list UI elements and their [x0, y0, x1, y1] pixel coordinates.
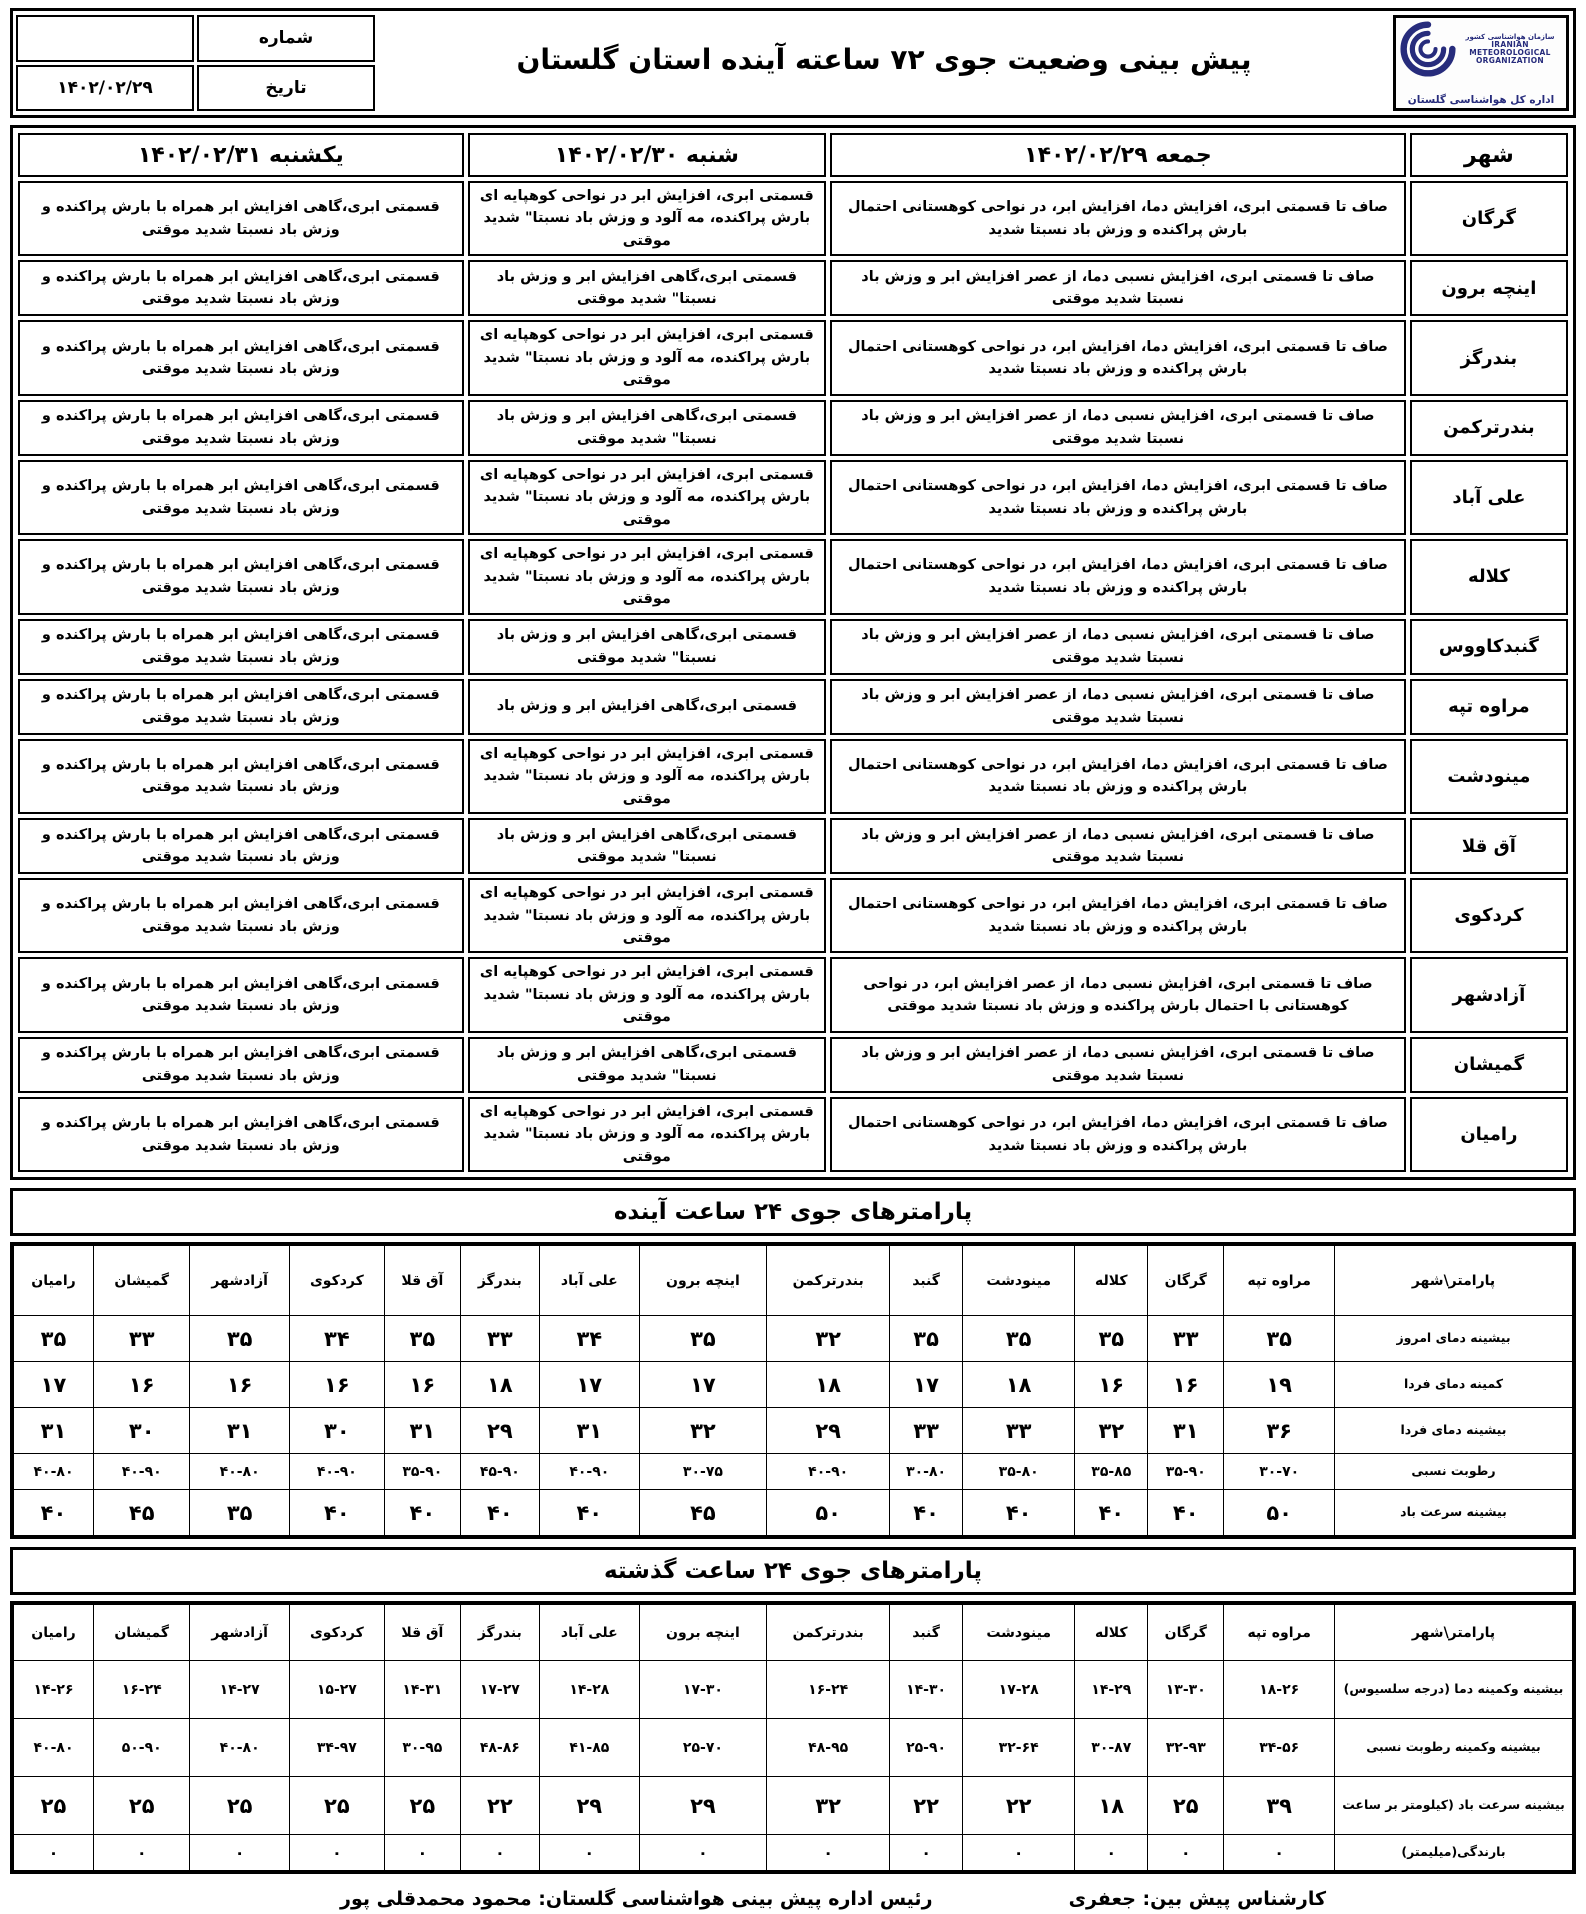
params-value: ۳۵	[384, 1316, 460, 1362]
params-value: ۳۳	[1148, 1316, 1224, 1362]
params-value: ۳۲	[767, 1316, 890, 1362]
params-value: ۱۴-۳۰	[890, 1661, 963, 1719]
forecast-row	[18, 878, 1568, 953]
params-future-container	[10, 1242, 1576, 1539]
forecast-saturday-text: قسمتی ابری،گاهی افزایش ابر و وزش باد نسبتا" شدید موقتی	[468, 400, 826, 456]
params-value: ۱۷	[539, 1362, 639, 1408]
params-row	[14, 1719, 1573, 1777]
forecast-saturday-text: قسمتی ابری، افزایش ابر در نواحی کوهپایه ای بارش پراکنده، مه آلود و وزش باد نسبتا" شدید موقتی	[468, 181, 826, 256]
forecast-friday-text: صاف تا قسمتی ابری، افزایش دما، افزایش ابر، در نواحی کوهستانی احتمال بارش پراکنده و وزش باد نسبتا شدید	[830, 539, 1406, 614]
head-signature: رئیس اداره پیش بینی هواشناسی گلستان: محمود محمدقلی پور	[340, 1888, 933, 1911]
saturday-column-header: شنبه ۱۴۰۲/۰۲/۳۰	[468, 133, 826, 177]
params-city-header: رامیان	[14, 1246, 94, 1316]
params-row	[14, 1408, 1573, 1454]
params-value: ۳۹	[1224, 1777, 1335, 1835]
params-value: ۰	[962, 1835, 1075, 1871]
forecast-table-body	[18, 181, 1568, 1172]
params-row	[14, 1777, 1573, 1835]
params-value: ۳۰	[94, 1408, 190, 1454]
forecast-saturday-text: قسمتی ابری، افزایش ابر در نواحی کوهپایه ای بارش پراکنده، مه آلود و وزش باد نسبتا" شدید موقتی	[468, 320, 826, 395]
params-value: ۰	[539, 1835, 639, 1871]
params-city-header: کردکوی	[289, 1605, 384, 1661]
city-name: مینودشت	[1410, 739, 1568, 814]
params-value: ۲۵-۹۰	[890, 1719, 963, 1777]
signature-row	[10, 1884, 1576, 1910]
params-value: ۳۵-۸۰	[962, 1454, 1075, 1490]
params-value: ۲۵	[384, 1777, 460, 1835]
params-value: ۴۰-۹۰	[767, 1454, 890, 1490]
params-city-header: گنبد	[890, 1246, 963, 1316]
forecast-row	[18, 1037, 1568, 1093]
forecast-friday-text: صاف تا قسمتی ابری، افزایش دما، افزایش ابر، در نواحی کوهستانی احتمال بارش پراکنده و وزش باد نسبتا شدید	[830, 739, 1406, 814]
params-value: ۴۸-۸۶	[460, 1719, 539, 1777]
params-past-head	[14, 1605, 1573, 1661]
params-value: ۲۵	[94, 1777, 190, 1835]
forecast-friday-text: صاف تا قسمتی ابری، افزایش نسبی دما، از عصر افزایش ابر و وزش باد نسبتا شدید موقتی	[830, 619, 1406, 675]
params-value: ۴۰-۹۰	[94, 1454, 190, 1490]
params-value: ۴۱-۸۵	[539, 1719, 639, 1777]
params-row-label: بیشینه وکمینه دما (درجه سلسیوس)	[1335, 1661, 1573, 1719]
params-value: ۰	[767, 1835, 890, 1871]
params-value: ۴۰	[460, 1490, 539, 1536]
params-value: ۴۰-۹۰	[289, 1454, 384, 1490]
params-city-header: آزادشهر	[190, 1246, 289, 1316]
city-name: کردکوی	[1410, 878, 1568, 953]
params-row	[14, 1835, 1573, 1871]
logo-office-name: اداره کل هواشناسی گلستان	[1407, 94, 1555, 106]
params-value: ۱۴-۲۷	[190, 1661, 289, 1719]
params-value: ۳۳	[460, 1316, 539, 1362]
city-name: گنبدکاووس	[1410, 619, 1568, 675]
city-name: بندرگز	[1410, 320, 1568, 395]
forecast-friday-text: صاف تا قسمتی ابری، افزایش نسبی دما، از عصر افزایش ابر و وزش باد نسبتا شدید موقتی	[830, 400, 1406, 456]
params-value: ۴۵	[639, 1490, 766, 1536]
params-value: ۳۲	[639, 1408, 766, 1454]
params-future-body	[14, 1316, 1573, 1536]
params-row-label: بیشینه وکمینه رطوبت نسبی	[1335, 1719, 1573, 1777]
params-value: ۵۰	[1224, 1490, 1335, 1536]
params-value: ۰	[1148, 1835, 1224, 1871]
params-value: ۳۴-۹۷	[289, 1719, 384, 1777]
params-value: ۳۶	[1224, 1408, 1335, 1454]
sunday-column-header: یکشنبه ۱۴۰۲/۰۲/۳۱	[18, 133, 464, 177]
params-city-header: رامیان	[14, 1605, 94, 1661]
params-city-header: اینچه برون	[639, 1605, 766, 1661]
city-name: آق قلا	[1410, 818, 1568, 874]
params-row-label: بیشینه دمای امروز	[1335, 1316, 1573, 1362]
params-value: ۱۶-۲۴	[94, 1661, 190, 1719]
forecast-sunday-text: قسمتی ابری،گاهی افزایش ابر همراه با بارش پراکنده و وزش باد نسبتا شدید موقتی	[18, 460, 464, 535]
forecast-row	[18, 957, 1568, 1032]
number-date-block	[16, 14, 376, 112]
params-city-header: مینودشت	[962, 1246, 1075, 1316]
forecast-row	[18, 260, 1568, 316]
params-value: ۴۵	[94, 1490, 190, 1536]
params-value: ۱۶	[94, 1362, 190, 1408]
forecast-friday-text: صاف تا قسمتی ابری، افزایش دما، افزایش ابر، در نواحی کوهستانی احتمال بارش پراکنده و وزش باد نسبتا شدید	[830, 460, 1406, 535]
forecast-header-row	[18, 133, 1568, 177]
org-logo	[1393, 15, 1569, 111]
params-value: ۴۰-۸۰	[14, 1719, 94, 1777]
forecast-saturday-text: قسمتی ابری، افزایش ابر در نواحی کوهپایه ای بارش پراکنده، مه آلود و وزش باد نسبتا" شدید موقتی	[468, 739, 826, 814]
forecast-saturday-text: قسمتی ابری،گاهی افزایش ابر و وزش باد نسبتا" شدید موقتی	[468, 260, 826, 316]
params-value: ۱۴-۲۸	[539, 1661, 639, 1719]
meteorology-spiral-icon	[1399, 20, 1457, 78]
forecast-row	[18, 1097, 1568, 1172]
params-value: ۱۶-۲۴	[767, 1661, 890, 1719]
params-value: ۰	[190, 1835, 289, 1871]
params-value: ۴۰	[289, 1490, 384, 1536]
forecaster-signature: کارشناس پیش بین: جعفری	[1068, 1888, 1326, 1911]
forecast-sunday-text: قسمتی ابری،گاهی افزایش ابر همراه با بارش پراکنده و وزش باد نسبتا شدید موقتی	[18, 679, 464, 735]
params-value: ۳۱	[190, 1408, 289, 1454]
params-past-container	[10, 1601, 1576, 1874]
params-value: ۵۰	[767, 1490, 890, 1536]
params-value: ۲۵-۷۰	[639, 1719, 766, 1777]
document-header	[10, 8, 1576, 118]
params-value: ۱۸	[460, 1362, 539, 1408]
params-value: ۱۶	[384, 1362, 460, 1408]
params-value: ۰	[890, 1835, 963, 1871]
forecast-row	[18, 679, 1568, 735]
forecast-friday-text: صاف تا قسمتی ابری، افزایش دما، افزایش ابر، در نواحی کوهستانی احتمال بارش پراکنده و وزش باد نسبتا شدید	[830, 878, 1406, 953]
params-value: ۱۷-۲۸	[962, 1661, 1075, 1719]
params-city-header: آق قلا	[384, 1605, 460, 1661]
params-value: ۳۵-۹۰	[1148, 1454, 1224, 1490]
params-value: ۱۴-۳۱	[384, 1661, 460, 1719]
params-value: ۳۵	[190, 1490, 289, 1536]
section-title-future: پارامترهای جوی ۲۴ ساعت آینده	[10, 1188, 1576, 1236]
params-value: ۱۷	[639, 1362, 766, 1408]
forecast-row	[18, 818, 1568, 874]
section-title-past: پارامترهای جوی ۲۴ ساعت گذشته	[10, 1547, 1576, 1595]
params-value: ۴۵-۹۰	[460, 1454, 539, 1490]
forecast-sunday-text: قسمتی ابری،گاهی افزایش ابر همراه با بارش پراکنده و وزش باد نسبتا شدید موقتی	[18, 619, 464, 675]
forecast-friday-text: صاف تا قسمتی ابری، افزایش نسبی دما، از عصر افزایش ابر و وزش باد نسبتا شدید موقتی	[830, 679, 1406, 735]
params-value: ۳۱	[539, 1408, 639, 1454]
params-city-header: علی آباد	[539, 1246, 639, 1316]
params-future-table	[13, 1245, 1573, 1536]
forecast-table-container	[10, 125, 1576, 1180]
params-value: ۱۶	[1075, 1362, 1148, 1408]
params-row	[14, 1490, 1573, 1536]
params-value: ۲۲	[962, 1777, 1075, 1835]
params-value: ۳۵	[14, 1316, 94, 1362]
forecast-sunday-text: قسمتی ابری،گاهی افزایش ابر همراه با بارش پراکنده و وزش باد نسبتا شدید موقتی	[18, 1037, 464, 1093]
forecast-sunday-text: قسمتی ابری،گاهی افزایش ابر همراه با بارش پراکنده و وزش باد نسبتا شدید موقتی	[18, 878, 464, 953]
params-row-label: بیشینه دمای فردا	[1335, 1408, 1573, 1454]
params-corner-label: پارامتر\شهر	[1335, 1605, 1573, 1661]
params-value: ۰	[1224, 1835, 1335, 1871]
number-value	[16, 15, 194, 62]
params-value: ۱۸	[1075, 1777, 1148, 1835]
params-corner-label: پارامتر\شهر	[1335, 1246, 1573, 1316]
number-label: شماره	[197, 15, 375, 62]
forecast-friday-text: صاف تا قسمتی ابری، افزایش نسبی دما، از عصر افزایش ابر، در نواحی کوهستانی با احتمال بارش پراکنده و وزش باد نسبتا شدید موقتی	[830, 957, 1406, 1032]
city-name: آزادشهر	[1410, 957, 1568, 1032]
params-city-header: گمیشان	[94, 1246, 190, 1316]
params-value: ۱۸	[962, 1362, 1075, 1408]
forecast-row	[18, 739, 1568, 814]
params-value: ۳۵	[890, 1316, 963, 1362]
params-value: ۴۰	[14, 1490, 94, 1536]
city-name: علی آباد	[1410, 460, 1568, 535]
params-city-header: مینودشت	[962, 1605, 1075, 1661]
params-past-table	[13, 1604, 1573, 1871]
city-column-header: شهر	[1410, 133, 1568, 177]
params-value: ۲۹	[767, 1408, 890, 1454]
logo-org-name-en-1: IRANIAN	[1491, 39, 1529, 49]
city-name: گرگان	[1410, 181, 1568, 256]
params-value: ۱۸-۲۶	[1224, 1661, 1335, 1719]
forecast-saturday-text: قسمتی ابری،گاهی افزایش ابر و وزش باد نسبتا" شدید موقتی	[468, 619, 826, 675]
params-value: ۳۳	[890, 1408, 963, 1454]
params-value: ۱۹	[1224, 1362, 1335, 1408]
forecast-row	[18, 539, 1568, 614]
params-city-header: علی آباد	[539, 1605, 639, 1661]
params-value: ۳۳	[94, 1316, 190, 1362]
params-value: ۱۵-۲۷	[289, 1661, 384, 1719]
forecast-saturday-text: قسمتی ابری، افزایش ابر در نواحی کوهپایه ای بارش پراکنده، مه آلود و وزش باد نسبتا" شدید موقتی	[468, 539, 826, 614]
params-city-header: گرگان	[1148, 1605, 1224, 1661]
params-value: ۱۷	[890, 1362, 963, 1408]
params-value: ۳۰-۸۰	[890, 1454, 963, 1490]
city-name: رامیان	[1410, 1097, 1568, 1172]
page-title: پیش بینی وضعیت جوی ۷۲ ساعته آینده استان گلستان	[516, 42, 1252, 76]
params-future-head	[14, 1246, 1573, 1316]
forecast-saturday-text: قسمتی ابری، افزایش ابر در نواحی کوهپایه ای بارش پراکنده، مه آلود و وزش باد نسبتا" شدید موقتی	[468, 1097, 826, 1172]
params-value: ۱۶	[1148, 1362, 1224, 1408]
params-city-header: گرگان	[1148, 1246, 1224, 1316]
params-city-header: گمیشان	[94, 1605, 190, 1661]
friday-column-header: جمعه ۱۴۰۲/۰۲/۲۹	[830, 133, 1406, 177]
params-value: ۳۰	[289, 1408, 384, 1454]
params-city-header: آزادشهر	[190, 1605, 289, 1661]
params-value: ۱۶	[289, 1362, 384, 1408]
params-value: ۰	[460, 1835, 539, 1871]
forecast-row	[18, 400, 1568, 456]
forecast-sunday-text: قسمتی ابری،گاهی افزایش ابر همراه با بارش پراکنده و وزش باد نسبتا شدید موقتی	[18, 818, 464, 874]
params-value: ۳۵	[190, 1316, 289, 1362]
forecast-saturday-text: قسمتی ابری،گاهی افزایش ابر و وزش باد	[468, 679, 826, 735]
forecast-sunday-text: قسمتی ابری،گاهی افزایش ابر همراه با بارش پراکنده و وزش باد نسبتا شدید موقتی	[18, 260, 464, 316]
params-value: ۳۴-۵۶	[1224, 1719, 1335, 1777]
params-value: ۳۰-۹۵	[384, 1719, 460, 1777]
forecast-row	[18, 320, 1568, 395]
params-value: ۴۰	[1148, 1490, 1224, 1536]
params-value: ۳۱	[14, 1408, 94, 1454]
city-name: کلاله	[1410, 539, 1568, 614]
params-value: ۱۳-۳۰	[1148, 1661, 1224, 1719]
city-name: مراوه تپه	[1410, 679, 1568, 735]
params-value: ۲۹	[639, 1777, 766, 1835]
params-value: ۱۷-۳۰	[639, 1661, 766, 1719]
forecast-saturday-text: قسمتی ابری، افزایش ابر در نواحی کوهپایه ای بارش پراکنده، مه آلود و وزش باد نسبتا" شدید موقتی	[468, 878, 826, 953]
params-value: ۱۴-۲۶	[14, 1661, 94, 1719]
params-value: ۴۰-۸۰	[190, 1454, 289, 1490]
params-value: ۰	[94, 1835, 190, 1871]
params-value: ۴۰	[384, 1490, 460, 1536]
params-city-header: کلاله	[1075, 1605, 1148, 1661]
forecast-friday-text: صاف تا قسمتی ابری، افزایش دما، افزایش ابر، در نواحی کوهستانی احتمال بارش پراکنده و وزش باد نسبتا شدید	[830, 1097, 1406, 1172]
params-value: ۱۴-۲۹	[1075, 1661, 1148, 1719]
params-row	[14, 1316, 1573, 1362]
params-value: ۳۲	[767, 1777, 890, 1835]
params-row-label: بیشینه سرعت باد	[1335, 1490, 1573, 1536]
forecast-sunday-text: قسمتی ابری،گاهی افزایش ابر همراه با بارش پراکنده و وزش باد نسبتا شدید موقتی	[18, 739, 464, 814]
city-name: بندرترکمن	[1410, 400, 1568, 456]
forecast-row	[18, 619, 1568, 675]
params-value: ۲۲	[460, 1777, 539, 1835]
params-value: ۱۸	[767, 1362, 890, 1408]
params-value: ۱۶	[190, 1362, 289, 1408]
params-value: ۳۵	[1224, 1316, 1335, 1362]
forecast-friday-text: صاف تا قسمتی ابری، افزایش نسبی دما، از عصر افزایش ابر و وزش باد نسبتا شدید موقتی	[830, 818, 1406, 874]
params-value: ۴۰	[1075, 1490, 1148, 1536]
city-name: گمیشان	[1410, 1037, 1568, 1093]
params-row	[14, 1661, 1573, 1719]
params-city-header: بندرگز	[460, 1605, 539, 1661]
params-value: ۴۰-۹۰	[539, 1454, 639, 1490]
params-value: ۲۹	[460, 1408, 539, 1454]
forecast-sunday-text: قسمتی ابری،گاهی افزایش ابر همراه با بارش پراکنده و وزش باد نسبتا شدید موقتی	[18, 400, 464, 456]
params-value: ۳۰-۷۰	[1224, 1454, 1335, 1490]
params-value: ۴۰	[539, 1490, 639, 1536]
forecast-saturday-text: قسمتی ابری،گاهی افزایش ابر و وزش باد نسبتا" شدید موقتی	[468, 818, 826, 874]
params-city-header: مراوه تپه	[1224, 1246, 1335, 1316]
logo-org-name-fa: سازمان هواشناسی کشور	[1465, 32, 1555, 41]
params-value: ۳۰-۷۵	[639, 1454, 766, 1490]
city-name: اینچه برون	[1410, 260, 1568, 316]
params-value: ۳۳	[962, 1408, 1075, 1454]
forecast-sunday-text: قسمتی ابری،گاهی افزایش ابر همراه با بارش پراکنده و وزش باد نسبتا شدید موقتی	[18, 539, 464, 614]
forecast-friday-text: صاف تا قسمتی ابری، افزایش نسبی دما، از عصر افزایش ابر و وزش باد نسبتا شدید موقتی	[830, 1037, 1406, 1093]
forecast-sunday-text: قسمتی ابری،گاهی افزایش ابر همراه با بارش پراکنده و وزش باد نسبتا شدید موقتی	[18, 957, 464, 1032]
params-row-label: رطوبت نسبی	[1335, 1454, 1573, 1490]
params-value: ۲۵	[14, 1777, 94, 1835]
params-value: ۳۲-۹۳	[1148, 1719, 1224, 1777]
params-city-header: گنبد	[890, 1605, 963, 1661]
params-value: ۰	[1075, 1835, 1148, 1871]
params-value: ۳۵	[962, 1316, 1075, 1362]
params-value: ۴۰	[962, 1490, 1075, 1536]
params-value: ۲۹	[539, 1777, 639, 1835]
params-value: ۳۴	[289, 1316, 384, 1362]
params-value: ۳۱	[1148, 1408, 1224, 1454]
params-city-header: آق قلا	[384, 1246, 460, 1316]
params-value: ۰	[384, 1835, 460, 1871]
params-city-header: اینچه برون	[639, 1246, 766, 1316]
forecast-saturday-text: قسمتی ابری، افزایش ابر در نواحی کوهپایه ای بارش پراکنده، مه آلود و وزش باد نسبتا" شدید موقتی	[468, 460, 826, 535]
logo-org-name-en-3: ORGANIZATION	[1476, 55, 1544, 65]
forecast-sunday-text: قسمتی ابری،گاهی افزایش ابر همراه با بارش پراکنده و وزش باد نسبتا شدید موقتی	[18, 1097, 464, 1172]
params-value: ۰	[639, 1835, 766, 1871]
params-value: ۴۸-۹۵	[767, 1719, 890, 1777]
params-value: ۳۵-۹۰	[384, 1454, 460, 1490]
params-value: ۳۲	[1075, 1408, 1148, 1454]
date-label: تاریخ	[197, 65, 375, 112]
params-value: ۳۲-۶۴	[962, 1719, 1075, 1777]
params-value: ۰	[14, 1835, 94, 1871]
params-row	[14, 1362, 1573, 1408]
params-value: ۲۵	[190, 1777, 289, 1835]
params-value: ۲۵	[1148, 1777, 1224, 1835]
params-value: ۱۷-۲۷	[460, 1661, 539, 1719]
params-value: ۳۴	[539, 1316, 639, 1362]
params-value: ۳۰-۸۷	[1075, 1719, 1148, 1777]
params-city-header: کلاله	[1075, 1246, 1148, 1316]
params-value: ۳۱	[384, 1408, 460, 1454]
forecast-row	[18, 181, 1568, 256]
params-row	[14, 1454, 1573, 1490]
date-value: ۱۴۰۲/۰۲/۲۹	[16, 65, 194, 112]
params-value: ۳۵	[639, 1316, 766, 1362]
params-value: ۵۰-۹۰	[94, 1719, 190, 1777]
params-value: ۴۰	[890, 1490, 963, 1536]
params-city-header: کردکوی	[289, 1246, 384, 1316]
params-value: ۴۰-۸۰	[14, 1454, 94, 1490]
forecast-sunday-text: قسمتی ابری،گاهی افزایش ابر همراه با بارش پراکنده و وزش باد نسبتا شدید موقتی	[18, 181, 464, 256]
params-header-row	[14, 1605, 1573, 1661]
forecast-friday-text: صاف تا قسمتی ابری، افزایش دما، افزایش ابر، در نواحی کوهستانی احتمال بارش پراکنده و وزش باد نسبتا شدید	[830, 320, 1406, 395]
params-row-label: بارندگی(میلیمتر)	[1335, 1835, 1573, 1871]
params-past-body	[14, 1661, 1573, 1871]
params-city-header: بندرترکمن	[767, 1605, 890, 1661]
params-row-label: کمینه دمای فردا	[1335, 1362, 1573, 1408]
params-value: ۰	[289, 1835, 384, 1871]
forecast-row	[18, 460, 1568, 535]
params-city-header: بندرگز	[460, 1246, 539, 1316]
params-row-label: بیشینه سرعت باد (کیلومتر بر ساعت	[1335, 1777, 1573, 1835]
params-value: ۳۵-۸۵	[1075, 1454, 1148, 1490]
params-value: ۲۵	[289, 1777, 384, 1835]
forecast-sunday-text: قسمتی ابری،گاهی افزایش ابر همراه با بارش پراکنده و وزش باد نسبتا شدید موقتی	[18, 320, 464, 395]
logo-org-name-en-2: METEOROLOGICAL	[1469, 47, 1551, 57]
params-value: ۴۰-۸۰	[190, 1719, 289, 1777]
forecast-friday-text: صاف تا قسمتی ابری، افزایش نسبی دما، از عصر افزایش ابر و وزش باد نسبتا شدید موقتی	[830, 260, 1406, 316]
forecast-table	[14, 129, 1572, 1176]
params-value: ۲۲	[890, 1777, 963, 1835]
forecast-saturday-text: قسمتی ابری،گاهی افزایش ابر و وزش باد نسبتا" شدید موقتی	[468, 1037, 826, 1093]
params-value: ۳۵	[1075, 1316, 1148, 1362]
params-header-row	[14, 1246, 1573, 1316]
forecast-saturday-text: قسمتی ابری، افزایش ابر در نواحی کوهپایه ای بارش پراکنده، مه آلود و وزش باد نسبتا" شدید موقتی	[468, 957, 826, 1032]
forecast-friday-text: صاف تا قسمتی ابری، افزایش دما، افزایش ابر، در نواحی کوهستانی احتمال بارش پراکنده و وزش باد نسبتا شدید	[830, 181, 1406, 256]
params-city-header: مراوه تپه	[1224, 1605, 1335, 1661]
params-value: ۱۷	[14, 1362, 94, 1408]
params-city-header: بندرترکمن	[767, 1246, 890, 1316]
